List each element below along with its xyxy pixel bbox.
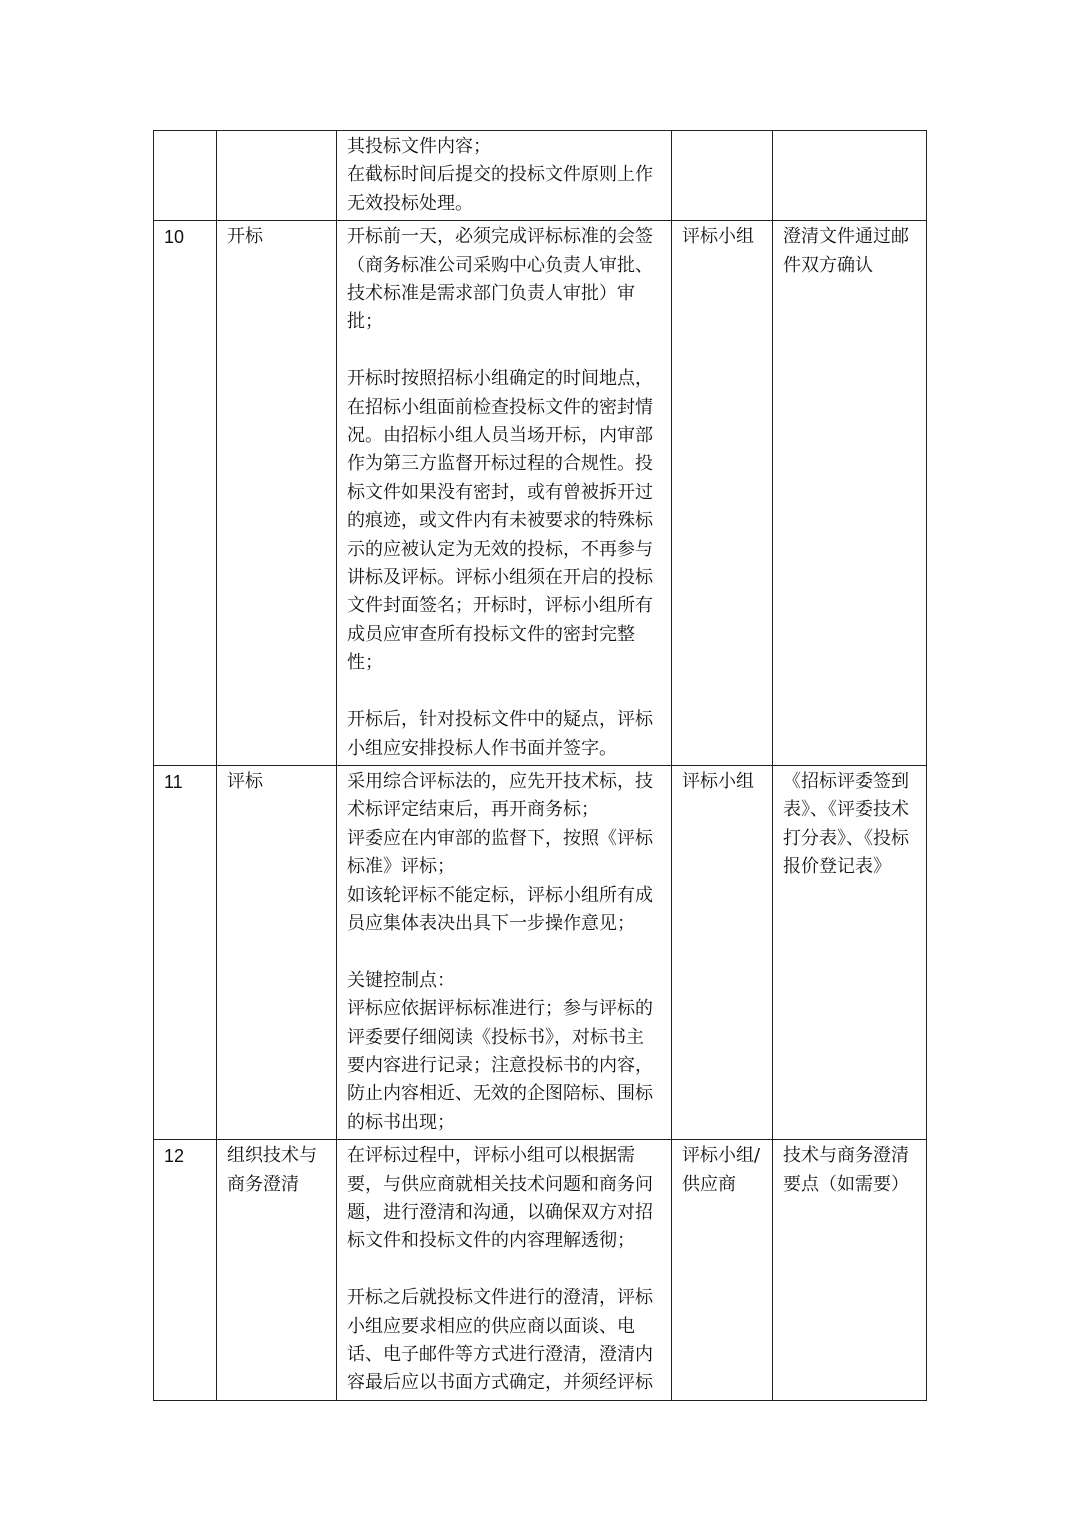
output-document	[773, 221, 927, 766]
content-line: 评标应依据评标标准进行；参与评标的评委要仔细阅读《投标书》，对标书主要内容进行记录；注意投标书的内容，防止内容相近、无效的企图陪标、围标的标书出现；	[347, 998, 653, 1133]
output-document	[773, 765, 927, 1139]
output-document-text: 《招标评委签到表》、《评委技术打分表》、《投标报价登记表》	[783, 770, 909, 878]
content-line: 开标之后就投标文件进行的澄清，评标小组应要求相应的供应商以面谈、电话、电子邮件等方式进行澄清，澄清内容最后应以书面方式确定，并须经评标	[347, 1287, 653, 1394]
step-name-text: 组织技术与商务澄清	[227, 1145, 317, 1195]
step-name	[217, 765, 337, 1139]
table-row	[154, 1140, 927, 1401]
content-line: 其投标文件内容；	[347, 136, 491, 157]
blank-line	[347, 678, 661, 706]
content-line: 开标前一天，必须完成评标标准的会签（商务标准公司采购中心负责人审批、技术标准是需求部门负责人审批）审批；	[347, 226, 653, 333]
responsible-party	[672, 1140, 773, 1401]
responsible-party	[672, 131, 773, 221]
table-row	[154, 221, 927, 766]
step-content	[337, 765, 672, 1139]
step-name	[217, 221, 337, 766]
responsible-party	[672, 221, 773, 766]
output-document	[773, 131, 927, 221]
content-line: 关键控制点：	[347, 969, 455, 991]
responsible-party-text: 评标小组/供应商	[682, 1145, 761, 1195]
step-content	[337, 221, 672, 766]
step-name	[217, 1140, 337, 1401]
responsible-party	[672, 765, 773, 1139]
row-number: 12	[154, 1140, 217, 1401]
step-name-text: 开标	[227, 226, 263, 248]
output-document-text: 澄清文件通过邮件双方确认	[783, 226, 909, 276]
table-row	[154, 131, 927, 221]
row-number: 11	[154, 765, 217, 1139]
responsible-party-text: 评标小组	[682, 770, 754, 792]
step-name	[217, 131, 337, 221]
content-line: 在评标过程中，评标小组可以根据需要，与供应商就相关技术问题和商务问题，进行澄清和沟通，以确保双方对招标文件和投标文件的内容理解透彻；	[347, 1145, 653, 1252]
row-number: 10	[154, 221, 217, 766]
step-name-text: 评标	[227, 770, 263, 792]
blank-line	[347, 938, 661, 966]
blank-line	[347, 1256, 661, 1284]
step-content	[337, 131, 672, 221]
output-document	[773, 1140, 927, 1401]
blank-line	[347, 337, 661, 365]
procurement-process-table	[153, 130, 927, 1401]
content-line: 在截标时间后提交的投标文件原则上作无效投标处理。	[347, 164, 653, 214]
content-line: 评委应在内审部的监督下，按照《评标标准》评标；	[347, 827, 653, 878]
content-line: 开标时按照招标小组确定的时间地点，在招标小组面前检查投标文件的密封情况。由招标小组人员当场开标，内审部作为第三方监督开标过程的合规性。投标文件如果没有密封，或有曾被拆开过的痕迹，或文件内有未被要求的特殊标示的应被认定为无效的投标，不再参与讲标及评标。评标小组须在开启的投标文件封面签名；开标时，评标小组所有成员应审查所有投标文件的密封完整性；	[347, 368, 653, 674]
output-document-text: 技术与商务澄清要点（如需要）	[783, 1145, 909, 1195]
content-line: 如该轮评标不能定标，评标小组所有成员应集体表决出具下一步操作意见；	[347, 884, 653, 934]
table-row	[154, 765, 927, 1139]
content-line: 开标后，针对投标文件中的疑点，评标小组应安排投标人作书面并签字。	[347, 709, 653, 759]
step-content	[337, 1140, 672, 1401]
responsible-party-text: 评标小组	[682, 226, 754, 248]
content-line: 采用综合评标法的，应先开技术标，技术标评定结束后，再开商务标；	[347, 770, 653, 821]
row-number	[154, 131, 217, 221]
